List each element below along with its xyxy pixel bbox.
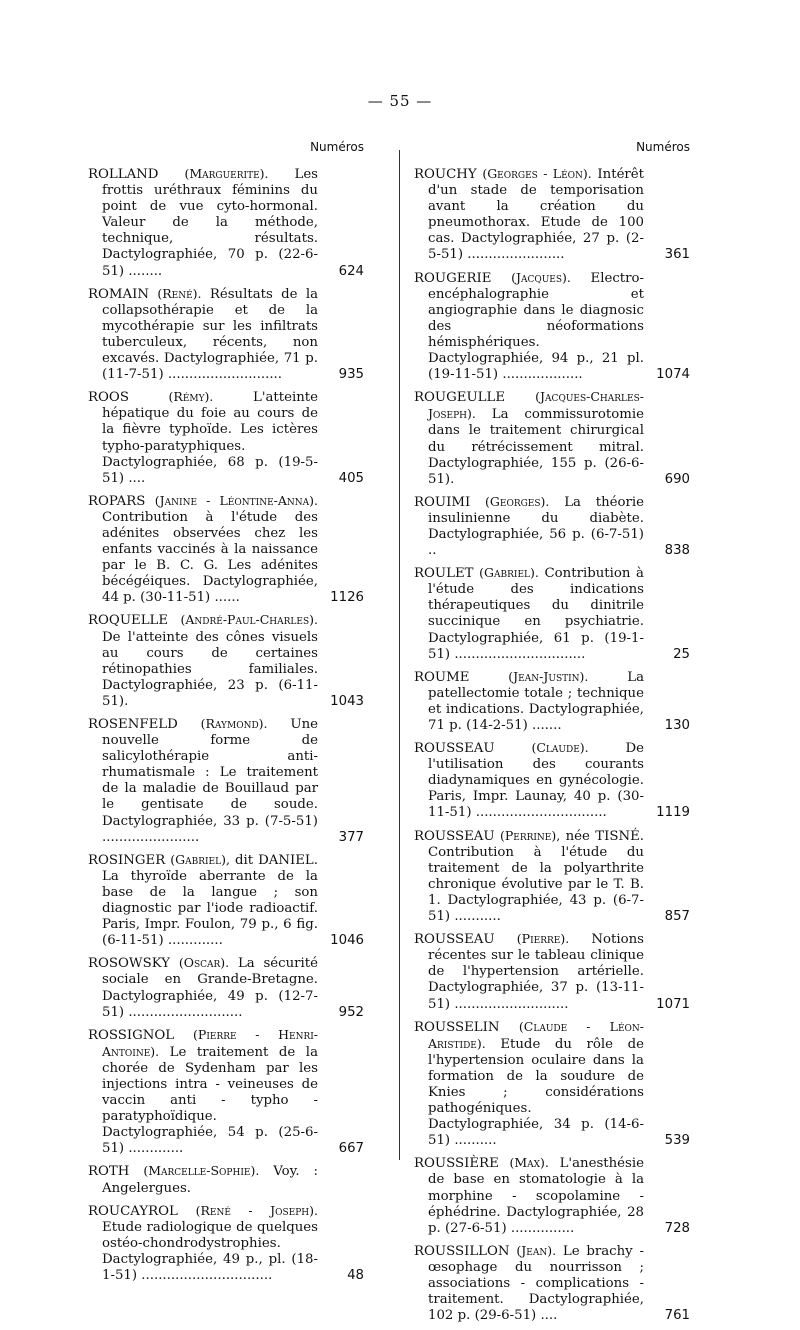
entry-description: La commissurotomie dans le traitement chirurgical du rétrécissement mitral. Dactylographiée, 155 p. (26-6-51).: [428, 407, 644, 487]
entry-description: Contribution à l'étude des indications thérapeutiques du dinitrile succinique en psychiatrie. Dactylographiée, 61 p. (19-1-51) ...............................: [428, 566, 644, 662]
entry-number: 838: [664, 543, 690, 559]
list-item: [414, 1243, 692, 1324]
entry-number: 1126: [330, 590, 364, 606]
entry-name: ROUCHY: [414, 167, 477, 182]
list-item: [88, 1027, 366, 1158]
entry-name: ROUSSILLON: [414, 1243, 510, 1259]
entry-given-name: (Marcelle-Sophie).: [143, 1163, 260, 1179]
entry-given-name: (Georges - Léon).: [482, 166, 592, 181]
entry-name: ROLLAND: [88, 167, 159, 182]
entry-given-name: (Raymond).: [200, 716, 268, 731]
entry-text: [414, 389, 692, 488]
entry-number: 1043: [330, 693, 364, 709]
entry-name: ROSSIGNOL: [88, 1027, 175, 1043]
entry-number: 857: [664, 909, 690, 925]
column-divider: [399, 150, 400, 1160]
entry-name: ROUGEULLE: [414, 390, 506, 406]
entry-description: Voy. : Angelergues.: [102, 1164, 318, 1196]
entry-name: ROULET: [414, 566, 474, 582]
column-header: Numéros: [636, 140, 690, 154]
entry-name: ROQUELLE: [88, 613, 169, 629]
entry-list: [414, 166, 692, 1324]
entry-number: 405: [338, 470, 364, 486]
list-item: [414, 270, 692, 384]
list-item: [88, 166, 366, 280]
entry-name: ROUSSEAU: [414, 828, 495, 844]
entry-description: Les frottis uréthraux féminins du point de vue cyto-hormonal. Valeur de la méthode, technique, résultats. Dactylographiée, 70 p. (22-6-51) ........: [102, 167, 319, 279]
entry-text: [414, 494, 692, 559]
entry-name: ROUCAYROL: [88, 1203, 178, 1219]
entry-number: 377: [338, 829, 364, 845]
list-item: [414, 565, 692, 663]
entry-number: 361: [664, 247, 690, 263]
list-item: [88, 389, 366, 487]
entry-description: Notions récentes sur le tableau clinique de l'hypertension artérielle. Dactylographiée, 37 p. (13-11-51) ...........................: [428, 932, 644, 1012]
right-column: [414, 140, 692, 1330]
entry-name: ROUIMI: [414, 494, 471, 510]
entry-number: 728: [664, 1220, 690, 1236]
entry-text: [88, 166, 366, 280]
list-item: [414, 931, 692, 1012]
entry-text: [414, 740, 692, 821]
entry-text: [88, 716, 366, 846]
entry-text: [88, 389, 366, 487]
entry-given-name: (Pierre).: [516, 931, 570, 947]
entry-description: La sécurité sociale en Grande-Bretagne. Dactylographiée, 49 p. (12-7-51) ...........................: [102, 956, 318, 1020]
entry-text: [414, 931, 692, 1012]
entry-name: ROUME: [414, 669, 470, 685]
entry-description: De l'utilisation des courants diadynamiques en gynécologie. Paris, Impr. Launay, 40 p. (30-11-51) ...............................: [428, 741, 645, 821]
entry-name: ROUGERIE: [414, 270, 492, 286]
entry-text: [414, 565, 692, 663]
entry-description: Etude du rôle de l'hypertension oculaire dans la formation de la soudure de Knies ; considérations pathogéniques. Dactylographiée, 34 p. (14-6-51) ..........: [428, 1036, 644, 1149]
entry-text: [88, 1163, 366, 1196]
entry-given-name: (Jacques).: [511, 269, 571, 285]
entry-number: 624: [338, 263, 364, 279]
entry-given-name: (Claude).: [531, 740, 589, 756]
entry-number: 761: [664, 1308, 690, 1324]
entry-name: ROSINGER: [88, 852, 166, 868]
entry-text: [414, 1243, 692, 1324]
entry-name: ROSOWSKY: [88, 956, 171, 972]
entry-number: 935: [338, 367, 364, 383]
entry-description: La patellectomie totale ; technique et indications. Dactylographiée, 71 p. (14-2-51) .......: [428, 669, 645, 733]
list-item: [414, 740, 692, 821]
entry-text: [88, 612, 366, 710]
entry-given-name: (Pierre - Henri-Antoine).: [102, 1026, 318, 1059]
entry-number: 690: [664, 471, 690, 487]
entry-given-name: (René - Joseph).: [195, 1202, 318, 1218]
column-header: Numéros: [310, 140, 364, 154]
entry-number: 25: [673, 646, 690, 662]
list-item: [88, 286, 366, 384]
list-item: [88, 955, 366, 1020]
list-item: [414, 669, 692, 734]
entry-text: [414, 1155, 692, 1236]
list-item: [414, 166, 692, 264]
entry-name: ROUSSEAU: [414, 932, 495, 948]
entry-text: [88, 286, 366, 384]
entry-text: [88, 493, 366, 607]
entry-text: [414, 270, 692, 384]
entry-number: 539: [664, 1133, 690, 1149]
entry-description: Electro-encéphalographie et angiographie dans le diagnosic des néoformations hémisphériques. Dactylographiée, 94 p., 21 pl. (19-11-51) ...................: [428, 270, 645, 383]
entry-number: 1071: [656, 996, 690, 1012]
entry-name: ROUSSEAU: [414, 741, 495, 757]
entry-description: Intérêt d'un stade de temporisation avant la création du pneumothorax. Etude de 100 cas. Dactylographiée, 27 p. (2-5-51) .......................: [428, 167, 645, 263]
entry-text: [88, 955, 366, 1020]
list-item: [414, 1155, 692, 1236]
entry-name: ROUSSIÈRE: [414, 1156, 499, 1172]
entry-given-name: (Janine - Léontine-Anna).: [154, 492, 318, 508]
entry-name: ROPARS: [88, 493, 146, 509]
entry-given-name: (René).: [157, 285, 202, 301]
list-item: [88, 1203, 366, 1284]
entry-name: ROUSSELIN: [414, 1019, 500, 1035]
list-item: [88, 1163, 366, 1196]
entry-given-name: (Marguerite).: [184, 166, 269, 181]
entry-description: Le traitement de la chorée de Sydenham par les injections intra - veineuses de vaccin anti - typho - paratyphoïdique. Dactylographiée, 54 p. (25-6-51) .............: [102, 1044, 318, 1157]
entry-description: L'atteinte hépatique du foie au cours de la fièvre typhoïde. Les ictères typho-paratyphiques. Dactylographiée, 68 p. (19-5-51) ....: [102, 390, 318, 486]
entry-text: [88, 852, 366, 950]
entry-name: ROMAIN: [88, 286, 150, 302]
entry-number: 667: [338, 1141, 364, 1157]
entry-text: [414, 669, 692, 734]
list-item: [88, 852, 366, 950]
entry-description: Contribution à l'étude des adénites observées chez les enfants vaccinés à la naissance par le B. C. G. Les adénites bécégéiques. Dactylographiée, 44 p. (30-11-51) ......: [102, 509, 318, 606]
entry-given-name: (Jean-Justin).: [508, 668, 589, 684]
entry-given-name: (Claude - Léon-Aristide).: [428, 1018, 644, 1051]
entry-number: 48: [347, 1268, 364, 1283]
page-number: — 55 —: [367, 92, 433, 110]
entry-name: ROSENFELD: [88, 717, 178, 732]
entry-given-name: (Georges).: [485, 493, 550, 509]
entry-number: 1074: [656, 367, 690, 383]
entry-given-name: (Gabriel).: [479, 565, 539, 581]
entry-name: ROOS: [88, 390, 129, 406]
list-item: [414, 389, 692, 488]
entry-text: [414, 828, 692, 926]
entry-description: Le brachy - œsophage du nourrisson ; associations - complications - traitement. Dactylographiée, 102 p. (29-6-51) ....: [428, 1243, 644, 1324]
entry-description: Une nouvelle forme de salicylothérapie anti-rhumatismale : Le traitement de la maladie de Bouillaud par le gentisate de soude. Dactylographiée, 33 p. (7-5-51) .......................: [102, 717, 318, 845]
list-item: [414, 828, 692, 926]
entry-name: ROTH: [88, 1164, 130, 1180]
entry-description: L'anesthésie de base en stomatologie à la morphine - scopolamine - éphédrine. Dactylographiée, 28 p. (27-6-51) ...............: [428, 1156, 644, 1236]
entry-given-name: (Max).: [509, 1155, 549, 1171]
list-item: [88, 716, 366, 846]
left-column: [88, 140, 366, 1290]
entry-number: 130: [664, 718, 690, 733]
entry-given-name: (Perrine),: [499, 827, 561, 843]
entry-description: De l'atteinte des cônes visuels au cours de certaines rétinopathies familiales. Dactylographiée, 23 p. (6-11-51).: [102, 629, 318, 709]
entry-given-name: (Gabriel),: [170, 851, 230, 867]
entry-given-name: (Jacques-Charles-Joseph).: [428, 389, 644, 422]
entry-given-name: (Oscar).: [178, 955, 230, 971]
entry-number: 952: [338, 1004, 364, 1020]
entry-text: [414, 1019, 692, 1150]
entry-description: Résultats de la collapsothérapie et de la mycothérapie sur les infiltrats tuberculeux, récents, non excavés. Dactylographiée, 71 p. (11-7-51) ...........................: [102, 286, 318, 383]
entry-text: [88, 1027, 366, 1158]
entry-given-name: (Jean).: [516, 1242, 557, 1258]
entry-description: dit DANIEL. La thyroïde aberrante de la base de la langue ; son diagnostic par l'iode radioactif. Paris, Impr. Foulon, 79 p., 6 fig. (6-11-51) .............: [102, 852, 318, 949]
entry-text: [88, 1203, 366, 1284]
entry-list: [88, 166, 366, 1284]
list-item: [88, 493, 366, 607]
entry-given-name: (André-Paul-Charles).: [180, 612, 318, 628]
entry-given-name: (Rémy).: [168, 389, 214, 405]
list-item: [88, 612, 366, 710]
entry-description: Etude radiologique de quelques ostéo-chondrodystrophies. Dactylographiée, 49 p., pl. (18-1-51) ...............................: [102, 1219, 318, 1283]
list-item: [414, 1019, 692, 1150]
entry-description: née TISNÉ. Contribution à l'étude du traitement de la polyarthrite chronique évolutive par le T. B. 1. Dactylographiée, 43 p. (6-7-51) ...........: [428, 828, 645, 925]
list-item: [414, 494, 692, 559]
entry-description: La théorie insulinienne du diabète. Dactylographiée, 56 p. (6-7-51) ..: [428, 494, 644, 559]
entry-text: [414, 166, 692, 264]
entry-number: 1119: [656, 805, 690, 821]
entry-number: 1046: [330, 933, 364, 949]
